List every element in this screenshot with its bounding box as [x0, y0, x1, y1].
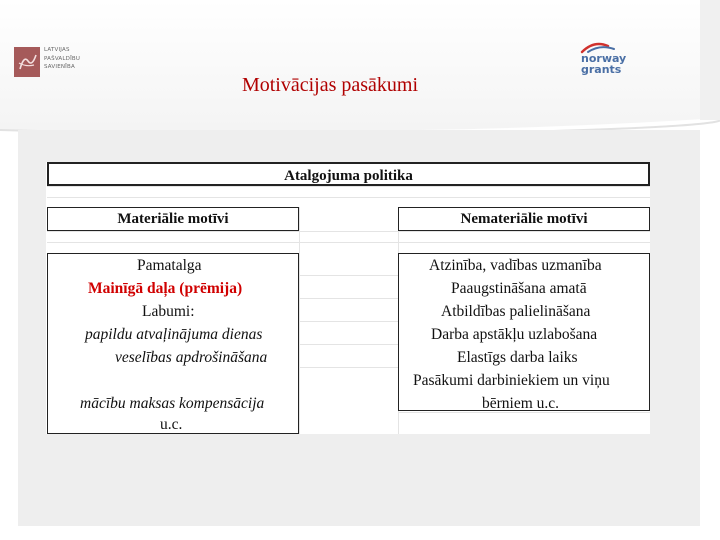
- lps-logo: [14, 44, 96, 84]
- right-item-atziniba: Atzinība, vadības uzmanība: [429, 257, 602, 274]
- grid-line: [299, 275, 398, 276]
- right-item-darba-apstakli: Darba apstākļu uzlabošana: [431, 326, 598, 343]
- grid-line: [299, 367, 398, 368]
- table-heading: Atalgojuma politika: [47, 162, 650, 186]
- norway-grants-word-1: norway: [581, 52, 627, 65]
- left-column-heading: Materiālie motīvi: [47, 207, 299, 231]
- lps-logo-line-1: LATVIJAS: [44, 47, 70, 53]
- right-column-heading: Nemateriālie motīvi: [398, 207, 650, 231]
- grid-line: [299, 298, 398, 299]
- left-item-pamatalga: Pamatalga: [137, 257, 202, 274]
- grid-line: [47, 197, 650, 198]
- left-item-apdrosinasana: veselības apdrošināšana: [115, 349, 268, 366]
- right-item-berniem: bērniem u.c.: [482, 395, 560, 412]
- grid-line: [47, 242, 650, 243]
- left-item-uc: u.c.: [160, 416, 183, 433]
- grid-line: [47, 231, 650, 232]
- left-item-mainiga-dala: Mainīgā daļa (prēmija): [88, 280, 243, 297]
- right-item-elastigs: Elastīgs darba laiks: [457, 349, 578, 366]
- left-item-atvalinajums: papildu atvaļinājuma dienas: [85, 326, 263, 343]
- grid-line: [299, 321, 398, 322]
- norway-grants-logo: [574, 40, 634, 80]
- lps-logo-line-3: SAVIENĪBA: [44, 64, 75, 71]
- grid-line: [299, 344, 398, 345]
- right-item-paaugstinasana: Paaugstināšana amatā: [451, 280, 587, 297]
- lps-emblem-icon: [14, 47, 40, 77]
- left-item-labumi: Labumi:: [142, 303, 195, 320]
- left-item-macibu-maksa: mācību maksas kompensācija: [80, 395, 265, 412]
- lps-logo-line-2: PAŠVALDĪBU: [44, 55, 81, 62]
- right-item-pasakumi: Pasākumi darbiniekiem un viņu: [413, 372, 610, 389]
- right-item-atbildiba: Atbildības palielināšana: [441, 303, 591, 320]
- grid-line: [299, 207, 300, 434]
- slide-title: Motivācijas pasākumi: [241, 74, 419, 96]
- norway-grants-word-2: grants: [581, 63, 622, 76]
